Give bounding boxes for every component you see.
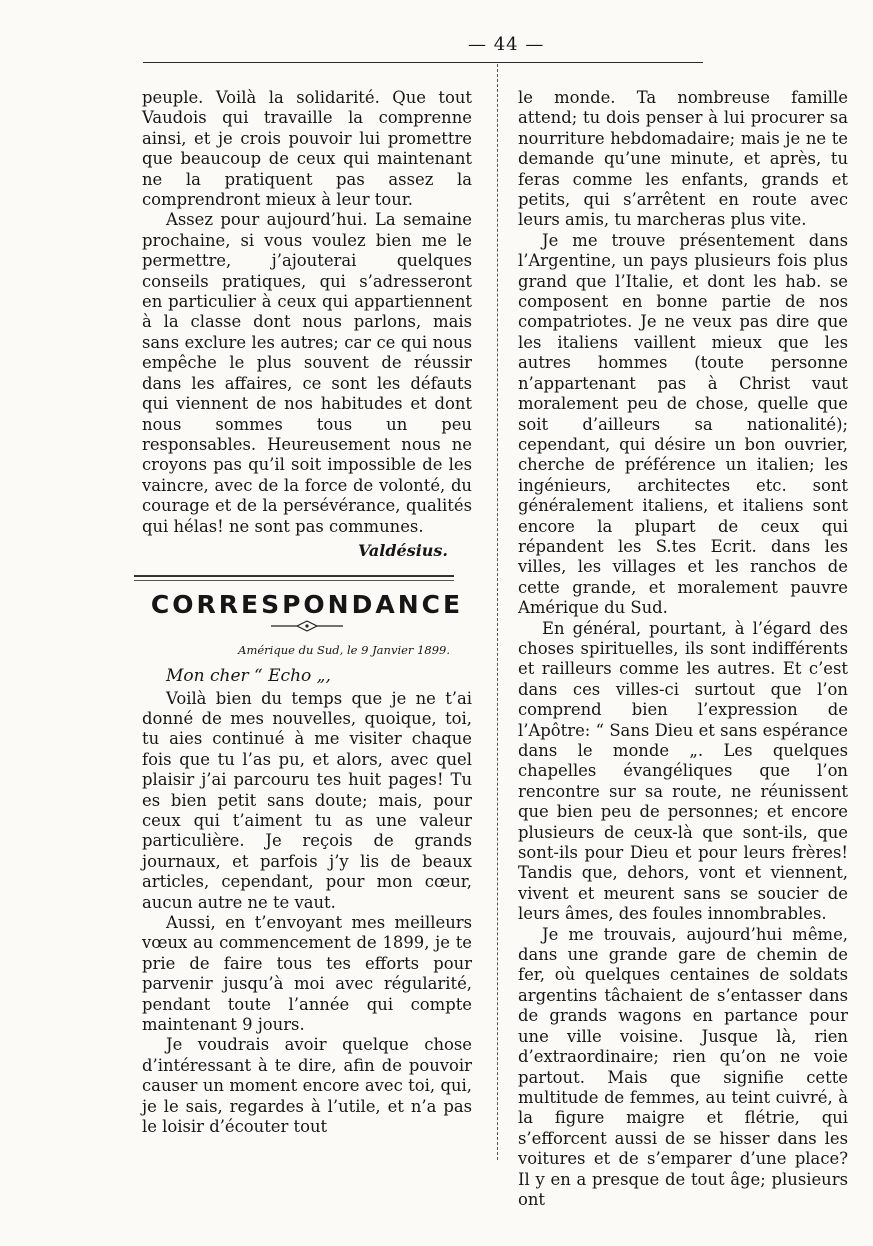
ornament-divider-icon <box>269 620 345 632</box>
letter-paragraph: le monde. Ta nombreuse famille attend; tu dois penser à lui procurer sa nourriture hebdomadaire; mais je ne te demande qu’une minute, et après, tu feras comme les enfants, grands et petits, qui s’arrêtent en route avec leurs amis, tu marcheras plus vite. <box>518 88 848 230</box>
letter-salutation: Mon cher “ Echo „, <box>166 666 331 687</box>
letter-paragraph: Je me trouvais, aujourd’hui même, dans une grande gare de chemin de fer, où quelques centaines de soldats argentins tâchaient de s’entasser dans de grands wagons en partance pour une ville voisine. Jusque là, rien d’extraordinaire; rien qu’on ne voie partout. Mais que signifie cette multitude de femmes, au teint cuivré, à la figure maigre et flétrie, qui s’efforcent aussi de se hisser dans les voitures et de s’emparer d’une place? Il y en a presque de tout âge; plusieurs ont <box>518 924 848 1209</box>
section-rule-thin <box>134 580 454 581</box>
article-paragraph: Assez pour aujourd’hui. La semaine prochaine, si vous voulez bien me le permettre, j’ajouterai quelques conseils pratiques, qui s’adresseront en particulier à ceux qui appartiennent à la classe dont nous parlons, mais sans exclure les autres; car ce qui nous empêche le plus souvent de réussir dans les affaires, ce sont les défauts qui viennent de nos habitudes et dont nous sommes tous un peu responsables. Heureusement nous ne croyons pas qu’il soit impossible de les vaincre, avec de la force de volonté, du courage et de la persévérance, qualités qui hélas! ne sont pas communes. <box>142 210 472 536</box>
letter-paragraph: En général, pourtant, à l’égard des choses spirituelles, ils sont indifférents et railleurs comme les autres. Et c’est dans ces villes-ci surtout que l’on comprend bien l’expression de l’Apôtre: “ Sans Dieu et sans espérance dans le monde „. Les quelques chapelles évangéliques que l’on rencontre sur sa route, ne réunissent que bien peu de personnes; et encore plusieurs de ceux-là que sont-ils, que sont-ils pour Dieu et pour leurs frères! Tandis que, dehors, vont et viennent, vivent et meurent sans se soucier de leurs âmes, des foules innombrables. <box>518 618 848 924</box>
article-paragraph: peuple. Voilà la solidarité. Que tout Vaudois qui travaille la comprenne ainsi, et je crois pouvoir lui promettre que beaucoup de ceux qui maintenant ne la pratiquent pas assez la comprendront mieux à leur tour. <box>142 88 472 210</box>
letter-paragraph: Je voudrais avoir quelque chose d’intéressant à te dire, afin de pouvoir causer un moment encore avec toi, qui, je le sais, regardes à l’utile, et n’a pas le loisir d’écouter tout <box>142 1035 472 1137</box>
section-rule <box>134 575 454 577</box>
column-divider <box>497 64 498 1160</box>
article-signature: Valdésius. <box>357 540 448 560</box>
header-rule <box>143 62 703 63</box>
letter-dateline: Amérique du Sud, le 9 Janvier 1899. <box>238 642 450 657</box>
left-column <box>142 88 472 1138</box>
letter-paragraph: Je me trouve présentement dans l’Argentine, un pays plusieurs fois plus grand que l’Italie, et dont les hab. se composent en bonne partie de nos compatriotes. Je ne veux pas dire que les italiens vaillent mieux que les autres hommes (toute personne n’appartenant pas à Christ vaut moralement peu de chose, quelle que soit d’ailleurs sa nationalité); cependant, qui désire un bon ouvrier, cherche de préférence un italien; les ingénieurs, architectes etc. sont généralement italiens, et italiens sont encore la plupart de ceux qui répandent les S.tes Ecrit. dans les villes, les villages et les ranchos de cette grande, et moralement pauvre Amérique du Sud. <box>518 230 848 618</box>
page-number: — 44 — <box>468 34 545 55</box>
letter-paragraph: Voilà bien du temps que je ne t’ai donné de mes nouvelles, quoique, toi, tu aies continué à me visiter chaque fois que tu l’as pu, et alors, avec quel plaisir j’ai parcouru tes huit pages! Tu es bien petit sans doute; mais, pour ceux qui t’aiment tu as une valeur particulière. Je reçois de grands journaux, et parfois j’y lis de beaux articles, cependant, pour mon cœur, aucun autre ne te vaut. <box>142 688 472 912</box>
right-column <box>518 88 848 1210</box>
letter-paragraph: Aussi, en t’envoyant mes meilleurs vœux au commencement de 1899, je te prie de faire tous tes efforts pour parvenir jusqu’à moi avec régularité, pendant toute l’année qui compte maintenant 9 jours. <box>142 913 472 1035</box>
section-title: CORRESPONDANCE <box>150 590 464 620</box>
